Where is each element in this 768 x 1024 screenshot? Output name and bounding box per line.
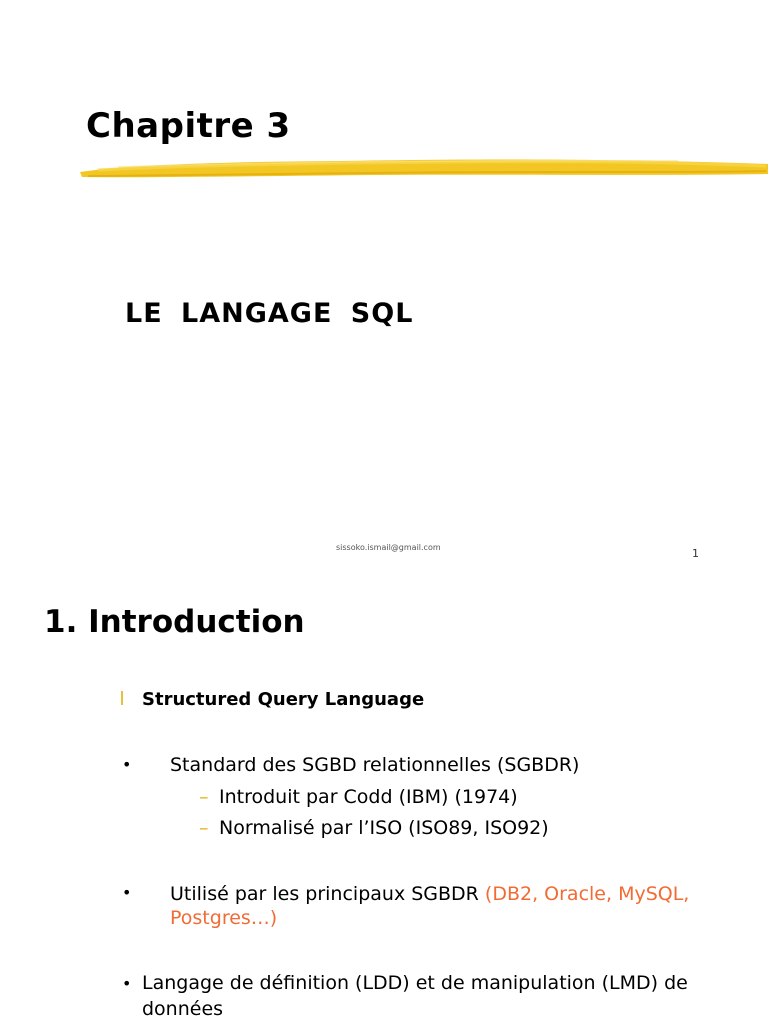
sub-bullet-text: Normalisé par l’ISO (ISO89, ISO92) [219, 817, 549, 839]
yellow-brush-underline [78, 150, 768, 190]
highlight-text: Postgres…) [170, 907, 278, 929]
heading-marker [121, 691, 123, 705]
section-heading: Structured Query Language [142, 689, 425, 710]
bullet-text: Standard des SGBD relationnelles (SGBDR) [170, 754, 580, 776]
bullet-text: données [142, 998, 224, 1020]
highlight-text: (DB2, Oracle, MySQL, [484, 883, 690, 905]
section-title: 1. Introduction [44, 604, 305, 640]
sub-bullet-text: Introduit par Codd (IBM) (1974) [219, 786, 518, 808]
slide-subtitle: LE LANGAGE SQL [125, 298, 414, 329]
bullet-text-plain: Utilisé par les principaux SGBDR [170, 883, 485, 905]
bullet-icon: • [122, 755, 132, 774]
dash-icon: – [199, 817, 209, 839]
bullet-text: Langage de définition (LDD) et de manipulation (LMD) de [142, 972, 688, 994]
footer-email: sissoko.ismail@gmail.com [336, 543, 441, 552]
dash-icon: – [199, 786, 209, 808]
bullet-icon: • [122, 974, 132, 993]
page-number: 1 [692, 547, 699, 560]
bullet-text [170, 883, 689, 905]
slide-title: Chapitre 3 [86, 106, 291, 146]
bullet-icon: • [122, 883, 132, 902]
